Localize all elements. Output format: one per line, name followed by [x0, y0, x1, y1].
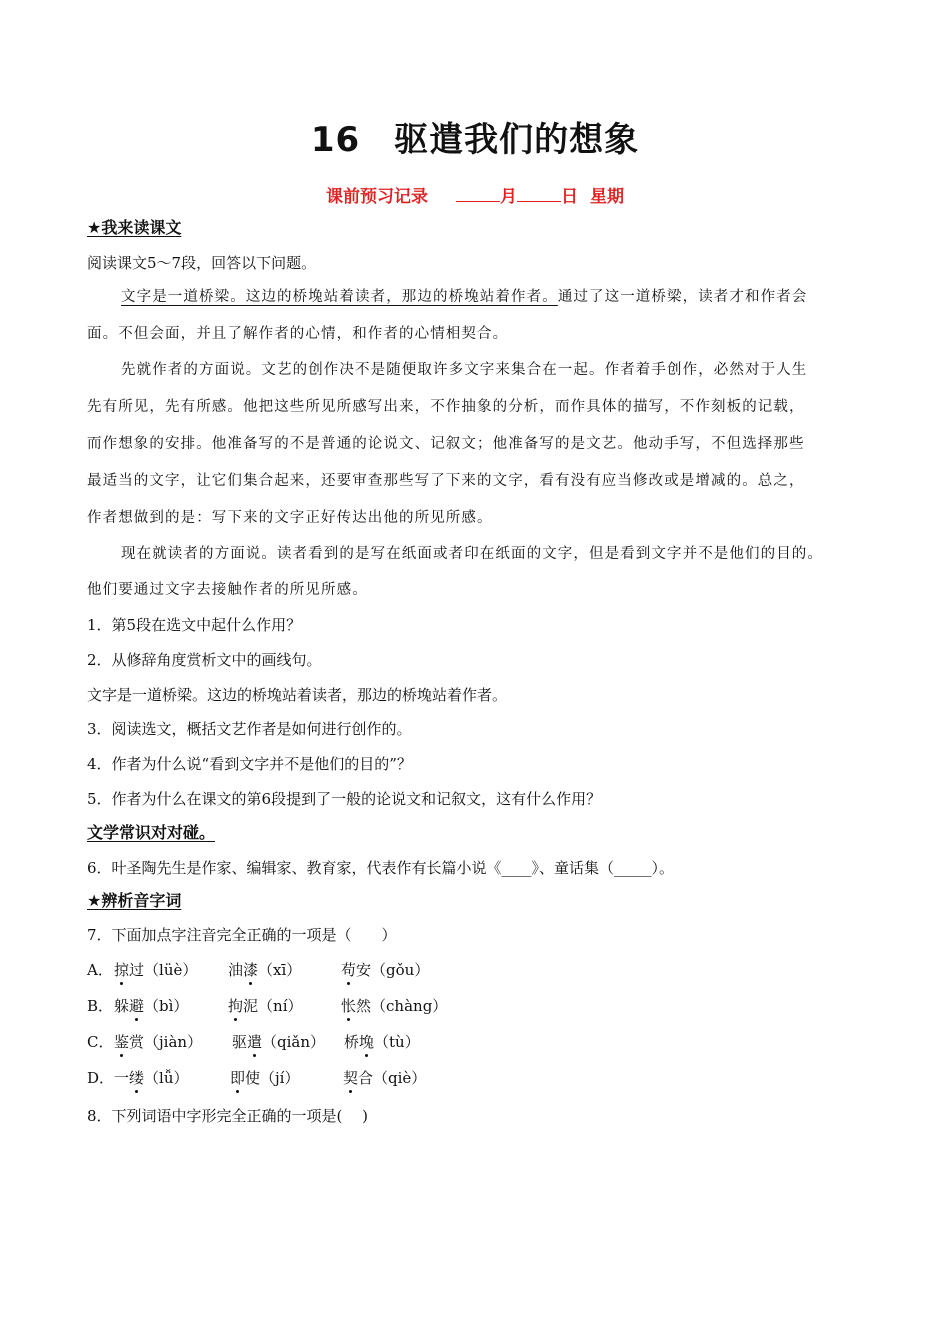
lesson-number: 16: [310, 120, 361, 160]
question-7: 7．下面加点字注音完全正确的一项是（ ）: [87, 926, 397, 944]
dotted-char: 遣: [247, 1033, 263, 1051]
passage-paragraph-2-line: 先就作者的方面说。文艺的创作决不是随便取许多文字来集合在一起。作者着手创作，必然对于人生: [121, 362, 808, 378]
page-title: [0, 112, 950, 161]
dotted-char: 漆: [243, 961, 259, 979]
option-item: 拘泥（ní）: [228, 997, 303, 1015]
lesson-title: 驱遣我们的想象: [394, 120, 640, 160]
option-item: 苟安（gǒu）: [341, 961, 430, 979]
option-item: 桥堍（tù）: [344, 1033, 420, 1051]
option-item: 怅然（chàng）: [341, 997, 448, 1015]
month-label: 月: [500, 187, 517, 207]
dotted-char: 怅: [341, 997, 357, 1015]
question-2: 2．从修辞角度赏析文中的画线句。: [87, 651, 322, 669]
question-3: 3．阅读选文，概括文艺作者是如何进行创作的。: [87, 720, 412, 738]
passage-paragraph-2-line: 先有所见，先有所感。他把这些所见所感写出来，不作抽象的分析，而作具体的描写，不作刻板的记载，: [87, 399, 805, 415]
question-2-quote: 文字是一道桥梁。这边的桥堍站着读者，那边的桥堍站着作者。: [87, 686, 508, 704]
dotted-char: 拘: [228, 997, 244, 1015]
question-8: 8．下列词语中字形完全正确的一项是( ): [87, 1107, 369, 1125]
option-item: 鉴赏（jiàn）: [114, 1033, 203, 1051]
question-4: 4．作者为什么说“看到文字并不是他们的目的”？: [87, 755, 412, 773]
preview-record-line: [0, 182, 950, 207]
dotted-char: 堍: [359, 1033, 375, 1051]
question-5: 5．作者为什么在课文的第6段提到了一般的论说文和记叙文，这有什么作用？: [87, 790, 602, 808]
dotted-char: 掠: [114, 961, 130, 979]
option-item: 油漆（xī）: [228, 961, 302, 979]
option-item: 掠过（lüè）: [114, 961, 198, 979]
passage-paragraph-1-line-2: 面。不但会面，并且了解作者的心情，和作者的心情相契合。: [87, 326, 509, 342]
section-heading-pronunciation: ★辨析音字词: [87, 891, 182, 910]
question-6: 6．叶圣陶先生是作家、编辑家、教育家，代表作有长篇小说《____》、童话集（_____）。: [87, 859, 675, 877]
option-letter: B．: [87, 997, 114, 1015]
section-heading-literature: 文学常识对对碰。: [87, 823, 216, 842]
option-item: 即使（jí）: [230, 1069, 300, 1087]
question-1: 1．第5段在选文中起什么作用？: [87, 616, 302, 634]
section-heading-reading: ★我来读课文: [87, 218, 182, 237]
dotted-char: 即: [230, 1069, 246, 1087]
dotted-char: 鉴: [114, 1033, 130, 1051]
option-item: 一缕（lǚ）: [114, 1069, 189, 1087]
reading-instruction: 阅读课文5～7段，回答以下问题。: [87, 254, 317, 272]
day-blank[interactable]: [517, 187, 561, 202]
underlined-sentence: 文字是一道桥梁。这边的桥堍站着读者，那边的桥堍站着作者。: [121, 289, 558, 305]
preview-label: 课前预习记录: [326, 187, 428, 207]
option-item: 躲避（bì）: [114, 997, 189, 1015]
passage-paragraph-3-line: 他们要通过文字去接触作者的所见所感。: [87, 582, 368, 598]
day-label: 日: [561, 187, 578, 207]
passage-paragraph-1-line-1: 文字是一道桥梁。这边的桥堍站着读者，那边的桥堍站着作者。通过了这一道桥梁，读者才和作者会: [121, 289, 808, 305]
option-letter: C．: [87, 1033, 114, 1051]
dotted-char: 缕: [129, 1069, 145, 1087]
dotted-char: 契: [343, 1069, 359, 1087]
option-letter: A．: [87, 961, 113, 979]
option-letter: D．: [87, 1069, 115, 1087]
option-item: 驱遣（qiǎn）: [232, 1033, 326, 1051]
option-item: 契合（qiè）: [343, 1069, 427, 1087]
passage-paragraph-2-line: 最适当的文字，让它们集合起来，还要审查那些写了下来的文字，看有没有应当修改或是增减的。总之，: [87, 473, 805, 489]
month-blank[interactable]: [456, 187, 500, 202]
passage-paragraph-2-line: 而作想象的安排。他准备写的不是普通的论说文、记叙文；他准备写的是文艺。他动手写，不但选择那些: [87, 436, 805, 452]
dotted-char: 苟: [341, 961, 357, 979]
week-label: 星期: [590, 187, 624, 207]
passage-paragraph-3-line: 现在就读者的方面说。读者看到的是写在纸面或者印在纸面的文字，但是看到文字并不是他们的目的。: [121, 546, 823, 562]
passage-paragraph-2-line: 作者想做到的是：写下来的文字正好传达出他的所见所感。: [87, 510, 493, 526]
dotted-char: 避: [129, 997, 145, 1015]
